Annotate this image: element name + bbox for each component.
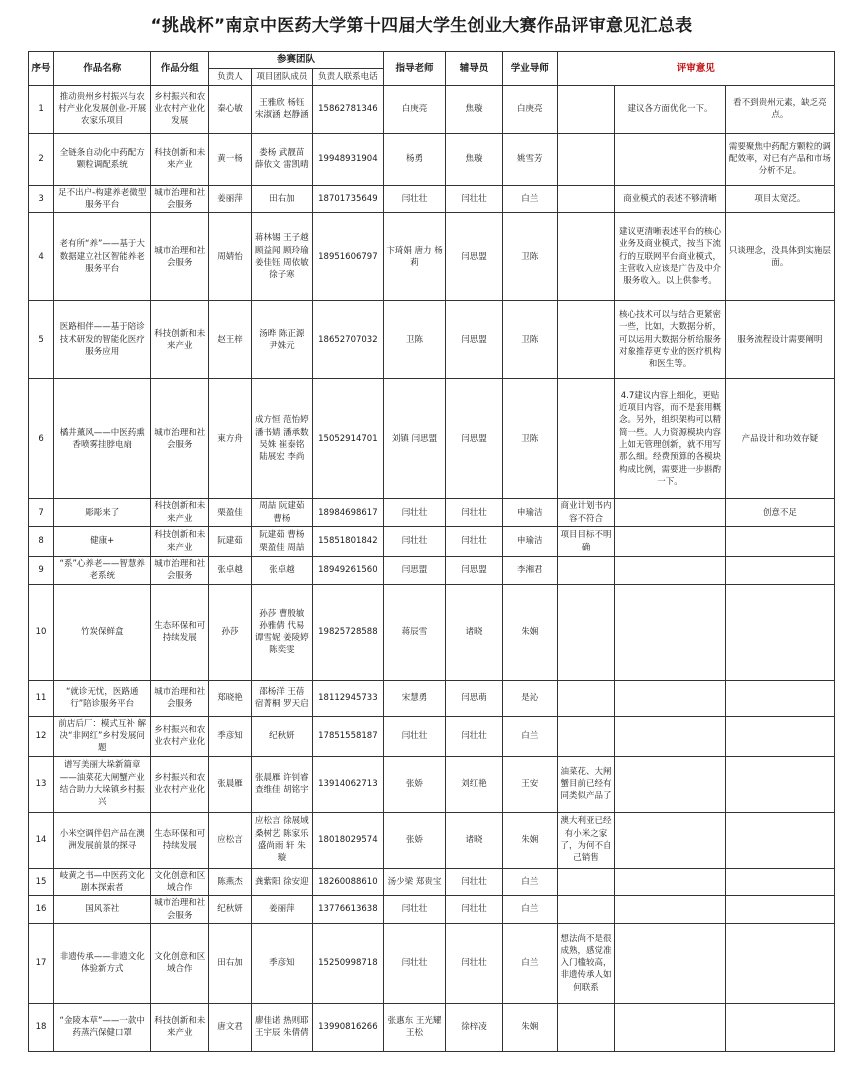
row-index: 4 xyxy=(29,213,54,301)
review-comment-3: 只谈理念，没具体到实施层面。 xyxy=(725,213,834,301)
project-name: 老有所“养”——基于大数据建立社区智能养老服务平台 xyxy=(54,213,151,301)
review-comment-1 xyxy=(557,868,615,896)
header-counselor: 辅导员 xyxy=(446,52,503,86)
team-members: 应松言 徐展域 桑树艺 陈家乐 盛尚雨 轩 朱璇 xyxy=(251,812,312,868)
project-name: “就诊无忧，医路通行”陪诊服务平台 xyxy=(54,680,151,716)
team-members: 季彦知 xyxy=(251,923,312,1003)
leader-phone: 15851801842 xyxy=(312,527,383,557)
leader-phone: 18951606797 xyxy=(312,213,383,301)
header-members: 项目团队成员 xyxy=(251,68,312,85)
advisor-teacher: 闫壮壮 xyxy=(383,185,445,213)
academic-mentor: 卫陈 xyxy=(502,301,557,379)
leader-name: 赵王梓 xyxy=(209,301,252,379)
leader-phone: 17851558187 xyxy=(312,716,383,756)
counselor-name: 闫壮壮 xyxy=(446,527,503,557)
counselor-name: 闫思盟 xyxy=(446,213,503,301)
project-group: 文化创意和区域合作 xyxy=(151,923,209,1003)
advisor-teacher: 张娇 xyxy=(383,756,445,812)
academic-mentor: 申瑜洁 xyxy=(502,499,557,527)
counselor-name: 闫壮壮 xyxy=(446,868,503,896)
leader-name: 周婧怡 xyxy=(209,213,252,301)
leader-name: 唐文君 xyxy=(209,1003,252,1051)
row-index: 3 xyxy=(29,185,54,213)
leader-phone: 18018029574 xyxy=(312,812,383,868)
academic-mentor: 王安 xyxy=(502,756,557,812)
counselor-name: 闫思盟 xyxy=(446,379,503,499)
row-index: 17 xyxy=(29,923,54,1003)
review-comment-1: 想法尚不是很成熟，感觉准入门槛较高，非遗传承人如何联系 xyxy=(557,923,615,1003)
review-comment-2: 4.7建议内容上细化，更贴近项目内容，而不是套用概念。另外，组织架构可以精简一些。人力资源模块内容上如无管理创新，就不用写那么细。经费预算的各模块构成比例，需要进一步斟酌一下。 xyxy=(615,379,725,499)
row-index: 10 xyxy=(29,584,54,680)
table-row xyxy=(29,812,835,868)
review-comment-2 xyxy=(615,716,725,756)
academic-mentor: 申瑜洁 xyxy=(502,527,557,557)
project-name: 非遗传承——非遗文化体验新方式 xyxy=(54,923,151,1003)
project-group: 乡村振兴和农业农村产业化 xyxy=(151,716,209,756)
project-group: 科技创新和未来产业 xyxy=(151,527,209,557)
row-index: 2 xyxy=(29,133,54,185)
team-members: 王雅欣 杨钰 宋淑涵 赵静涵 xyxy=(251,85,312,133)
academic-mentor: 白兰 xyxy=(502,896,557,924)
review-comment-1: 澳大利亚已经有小米之家了，为何不自己销售 xyxy=(557,812,615,868)
review-comment-3: 看不到贵州元素，缺乏亮点。 xyxy=(725,85,834,133)
leader-phone: 13776613638 xyxy=(312,896,383,924)
project-name: 足不出户-构建养老微型服务平台 xyxy=(54,185,151,213)
review-comment-2 xyxy=(615,133,725,185)
review-comment-1 xyxy=(557,896,615,924)
project-group: 城市治理和社会服务 xyxy=(151,213,209,301)
academic-mentor: 白兰 xyxy=(502,185,557,213)
row-index: 11 xyxy=(29,680,54,716)
leader-name: 孙莎 xyxy=(209,584,252,680)
review-comment-3 xyxy=(725,680,834,716)
review-comment-1: 商业计划书内容不符合 xyxy=(557,499,615,527)
table-row xyxy=(29,213,835,301)
review-comment-1 xyxy=(557,85,615,133)
review-comment-1 xyxy=(557,680,615,716)
review-comment-1: 油菜花、大闸蟹目前已经有同类似产品了 xyxy=(557,756,615,812)
review-comment-1 xyxy=(557,379,615,499)
header-leader: 负责人 xyxy=(209,68,252,85)
project-group: 乡村振兴和农业农村产业化 xyxy=(151,756,209,812)
team-members: 姜丽萍 xyxy=(251,896,312,924)
counselor-name: 刘红艳 xyxy=(446,756,503,812)
team-members: 田右加 xyxy=(251,185,312,213)
team-members: 龚紫阳 徐安迎 xyxy=(251,868,312,896)
header-mentor: 学业导师 xyxy=(502,52,557,86)
project-name: 全链条自动化中药配方颗粒调配系统 xyxy=(54,133,151,185)
review-comment-1 xyxy=(557,133,615,185)
project-group: 乡村振兴和农业农村产业化发展 xyxy=(151,85,209,133)
table-row xyxy=(29,680,835,716)
team-members: 张晨雁 许钊睿 查维佳 胡铭宇 xyxy=(251,756,312,812)
counselor-name: 闫思盟 xyxy=(446,301,503,379)
table-row xyxy=(29,1003,835,1051)
review-comment-3 xyxy=(725,756,834,812)
leader-name: 姜丽萍 xyxy=(209,185,252,213)
row-index: 9 xyxy=(29,557,54,585)
team-members: 廖佳诺 热则耶 王宇辰 朱倩倩 xyxy=(251,1003,312,1051)
review-comment-1: 项目目标不明确 xyxy=(557,527,615,557)
leader-name: 栗盈佳 xyxy=(209,499,252,527)
counselor-name: 闫壮壮 xyxy=(446,499,503,527)
row-index: 16 xyxy=(29,896,54,924)
table-row xyxy=(29,85,835,133)
row-index: 1 xyxy=(29,85,54,133)
project-name: 谱写美丽大垛新篇章——油菜花大闸蟹产业结合助力大垛镇乡村振兴 xyxy=(54,756,151,812)
table-row xyxy=(29,756,835,812)
project-name: “系”心养老——智慧养老系统 xyxy=(54,557,151,585)
advisor-teacher: 杨勇 xyxy=(383,133,445,185)
leader-phone: 18984698617 xyxy=(312,499,383,527)
header-team: 参赛团队 xyxy=(209,52,384,69)
table-row xyxy=(29,133,835,185)
leader-phone: 15862781346 xyxy=(312,85,383,133)
leader-name: 田右加 xyxy=(209,923,252,1003)
counselor-name: 焦璇 xyxy=(446,133,503,185)
team-members: 孙莎 曹殷敏 孙雅倩 代易 谭雪妮 姜陵婷 陈奕雯 xyxy=(251,584,312,680)
leader-phone: 18112945733 xyxy=(312,680,383,716)
leader-phone: 15052914701 xyxy=(312,379,383,499)
review-comment-3: 需要聚焦中药配方颗粒的调配效率，对已有产品和市场分析不足。 xyxy=(725,133,834,185)
row-index: 18 xyxy=(29,1003,54,1051)
project-group: 城市治理和社会服务 xyxy=(151,185,209,213)
review-comment-3 xyxy=(725,868,834,896)
counselor-name: 焦璇 xyxy=(446,85,503,133)
academic-mentor: 白兰 xyxy=(502,923,557,1003)
leader-phone: 13990816266 xyxy=(312,1003,383,1051)
project-name: 橘井薰风——中医药熏香喷雾挂脖电扇 xyxy=(54,379,151,499)
team-members: 阮建茹 曹杨 栗盈佳 周喆 xyxy=(251,527,312,557)
project-group: 城市治理和社会服务 xyxy=(151,896,209,924)
counselor-name: 徐梓凌 xyxy=(446,1003,503,1051)
counselor-name: 闫思盟 xyxy=(446,557,503,585)
review-comment-3 xyxy=(725,1003,834,1051)
academic-mentor: 卫陈 xyxy=(502,213,557,301)
table-row xyxy=(29,301,835,379)
team-members: 娄杨 武靓苗 薛依文 雷凯晴 xyxy=(251,133,312,185)
review-comment-2 xyxy=(615,812,725,868)
review-comment-3 xyxy=(725,716,834,756)
advisor-teacher: 闫壮壮 xyxy=(383,527,445,557)
row-index: 7 xyxy=(29,499,54,527)
advisor-teacher: 卞琦娟 唐力 杨莉 xyxy=(383,213,445,301)
table-row xyxy=(29,499,835,527)
leader-phone: 15250998718 xyxy=(312,923,383,1003)
project-group: 生态环保和可持续发展 xyxy=(151,812,209,868)
review-comment-2 xyxy=(615,756,725,812)
review-comment-3 xyxy=(725,584,834,680)
academic-mentor: 朱娴 xyxy=(502,1003,557,1051)
team-members: 蒋林锡 王子越 顾益闻 顾玲瑜 姜佳钰 周依敏 徐子寒 xyxy=(251,213,312,301)
review-comment-1 xyxy=(557,213,615,301)
leader-name: 東方舟 xyxy=(209,379,252,499)
page-title: “挑战杯”南京中医药大学第十四届大学生创业大赛作品评审意见汇总表 xyxy=(150,16,693,36)
counselor-name: 闫思萌 xyxy=(446,680,503,716)
project-group: 科技创新和未来产业 xyxy=(151,133,209,185)
advisor-teacher: 闫思盟 xyxy=(383,557,445,585)
academic-mentor: 李湘君 xyxy=(502,557,557,585)
row-index: 8 xyxy=(29,527,54,557)
row-index: 12 xyxy=(29,716,54,756)
project-group: 科技创新和未来产业 xyxy=(151,499,209,527)
project-name: 竹炭保鲜盒 xyxy=(54,584,151,680)
project-name: 国风茶社 xyxy=(54,896,151,924)
leader-name: 陈燕杰 xyxy=(209,868,252,896)
project-name: 前店后厂：模式互补 解决“非网红”乡村发展问题 xyxy=(54,716,151,756)
counselor-name: 闫壮壮 xyxy=(446,185,503,213)
review-comment-3: 产品设计和功效存疑 xyxy=(725,379,834,499)
review-comment-2: 建议更清晰表述平台的核心业务及商业模式，按当下流行的互联网平台商业模式，主营收入应该是广告及中介服务收入。以上供参考。 xyxy=(615,213,725,301)
row-index: 15 xyxy=(29,868,54,896)
header-group: 作品分组 xyxy=(151,52,209,86)
review-comment-1 xyxy=(557,301,615,379)
header-phone: 负责人联系电话 xyxy=(312,68,383,85)
review-comment-3: 服务流程设计需要阐明 xyxy=(725,301,834,379)
project-name: 彫彫来了 xyxy=(54,499,151,527)
leader-name: 季彦知 xyxy=(209,716,252,756)
review-comment-3: 创意不足 xyxy=(725,499,834,527)
leader-phone: 18652707032 xyxy=(312,301,383,379)
leader-name: 张晨雁 xyxy=(209,756,252,812)
advisor-teacher: 闫壮壮 xyxy=(383,716,445,756)
advisor-teacher: 汤少梁 郑贵宝 xyxy=(383,868,445,896)
review-comment-3 xyxy=(725,923,834,1003)
team-members: 成方恒 范怡婷 潘书婧 潘承数 吴姝 崔泰铭 陆展宏 李尚 xyxy=(251,379,312,499)
project-name: 健康+ xyxy=(54,527,151,557)
leader-phone: 19825728588 xyxy=(312,584,383,680)
review-comment-2 xyxy=(615,923,725,1003)
review-comment-1 xyxy=(557,716,615,756)
table-row xyxy=(29,185,835,213)
team-members: 邵杨洋 王蓓 宿菁桐 罗天启 xyxy=(251,680,312,716)
project-name: “金陵本草”——一款中药蒸汽保健口罩 xyxy=(54,1003,151,1051)
leader-name: 秦心敏 xyxy=(209,85,252,133)
header-review: 评审意见 xyxy=(557,52,834,86)
counselor-name: 闫壮壮 xyxy=(446,896,503,924)
review-comment-2 xyxy=(615,868,725,896)
advisor-teacher: 刘镇 闫思盟 xyxy=(383,379,445,499)
project-name: 岐黄之书—中医药文化剧本探索者 xyxy=(54,868,151,896)
leader-name: 阮建茹 xyxy=(209,527,252,557)
table-row xyxy=(29,716,835,756)
review-comment-1 xyxy=(557,1003,615,1051)
leader-phone: 18949261560 xyxy=(312,557,383,585)
review-comment-3 xyxy=(725,812,834,868)
row-index: 14 xyxy=(29,812,54,868)
academic-mentor: 朱娴 xyxy=(502,584,557,680)
team-members: 张卓越 xyxy=(251,557,312,585)
academic-mentor: 白庚亮 xyxy=(502,85,557,133)
project-group: 城市治理和社会服务 xyxy=(151,557,209,585)
review-comment-2 xyxy=(615,584,725,680)
academic-mentor: 白兰 xyxy=(502,716,557,756)
advisor-teacher: 张娇 xyxy=(383,812,445,868)
academic-mentor: 白兰 xyxy=(502,868,557,896)
table-body xyxy=(29,85,835,1051)
review-comment-3 xyxy=(725,557,834,585)
review-comment-3: 项目太宽泛。 xyxy=(725,185,834,213)
review-comment-1 xyxy=(557,584,615,680)
table-row xyxy=(29,584,835,680)
team-members: 周喆 阮建茹 曹杨 xyxy=(251,499,312,527)
advisor-teacher: 张惠东 王光耀 王松 xyxy=(383,1003,445,1051)
project-group: 城市治理和社会服务 xyxy=(151,680,209,716)
row-index: 6 xyxy=(29,379,54,499)
leader-phone: 18260088610 xyxy=(312,868,383,896)
advisor-teacher: 卫陈 xyxy=(383,301,445,379)
leader-phone: 19948931904 xyxy=(312,133,383,185)
review-comment-2: 核心技术可以与结合更紧密一些，比如，大数据分析，可以运用大数据分析给服务对象推荐更专业的医疗机构和医生等。 xyxy=(615,301,725,379)
leader-phone: 18701735649 xyxy=(312,185,383,213)
review-table xyxy=(28,51,835,1052)
header-index: 序号 xyxy=(29,52,54,86)
leader-name: 黄一杨 xyxy=(209,133,252,185)
table-row xyxy=(29,557,835,585)
review-comment-1 xyxy=(557,185,615,213)
leader-phone: 13914062713 xyxy=(312,756,383,812)
header-teacher: 指导老师 xyxy=(383,52,445,86)
project-group: 科技创新和未来产业 xyxy=(151,301,209,379)
row-index: 5 xyxy=(29,301,54,379)
header-row-top xyxy=(29,52,835,69)
project-name: 医路相伴——基于陪诊技术研发的智能化医疗服务应用 xyxy=(54,301,151,379)
advisor-teacher: 闫壮壮 xyxy=(383,499,445,527)
table-row xyxy=(29,527,835,557)
review-comment-3 xyxy=(725,527,834,557)
review-comment-2 xyxy=(615,527,725,557)
team-members: 汤晔 陈正源 尹姝元 xyxy=(251,301,312,379)
counselor-name: 闫壮壮 xyxy=(446,716,503,756)
advisor-teacher: 闫壮壮 xyxy=(383,896,445,924)
leader-name: 纪秋妍 xyxy=(209,896,252,924)
project-group: 科技创新和未来产业 xyxy=(151,1003,209,1051)
review-comment-1 xyxy=(557,557,615,585)
leader-name: 张卓越 xyxy=(209,557,252,585)
academic-mentor: 姚雪芳 xyxy=(502,133,557,185)
review-comment-2 xyxy=(615,680,725,716)
review-comment-2 xyxy=(615,1003,725,1051)
counselor-name: 诸晓 xyxy=(446,812,503,868)
header-name: 作品名称 xyxy=(54,52,151,86)
table-row xyxy=(29,923,835,1003)
review-comment-2 xyxy=(615,896,725,924)
advisor-teacher: 闫壮壮 xyxy=(383,923,445,1003)
advisor-teacher: 蒋辰雪 xyxy=(383,584,445,680)
project-group: 文化创意和区域合作 xyxy=(151,868,209,896)
advisor-teacher: 白庚亮 xyxy=(383,85,445,133)
review-comment-2: 建议各方面优化一下。 xyxy=(615,85,725,133)
table-row xyxy=(29,896,835,924)
counselor-name: 诸晓 xyxy=(446,584,503,680)
table-row xyxy=(29,868,835,896)
project-name: 推动贵州乡村振兴与农村产业化发展创业-开展农家乐项目 xyxy=(54,85,151,133)
review-comment-2: 商业模式的表述不够清晰 xyxy=(615,185,725,213)
project-group: 城市治理和社会服务 xyxy=(151,379,209,499)
team-members: 纪秋妍 xyxy=(251,716,312,756)
academic-mentor: 朱娴 xyxy=(502,812,557,868)
project-group: 生态环保和可持续发展 xyxy=(151,584,209,680)
table-row xyxy=(29,379,835,499)
counselor-name: 闫壮壮 xyxy=(446,923,503,1003)
review-comment-3 xyxy=(725,896,834,924)
project-name: 小米空调伴侣产品在澳洲发展前景的探寻 xyxy=(54,812,151,868)
academic-mentor: 卫陈 xyxy=(502,379,557,499)
leader-name: 应松言 xyxy=(209,812,252,868)
advisor-teacher: 宋慧勇 xyxy=(383,680,445,716)
row-index: 13 xyxy=(29,756,54,812)
leader-name: 郑晓艳 xyxy=(209,680,252,716)
academic-mentor: 是沁 xyxy=(502,680,557,716)
review-comment-2 xyxy=(615,499,725,527)
review-comment-2 xyxy=(615,557,725,585)
